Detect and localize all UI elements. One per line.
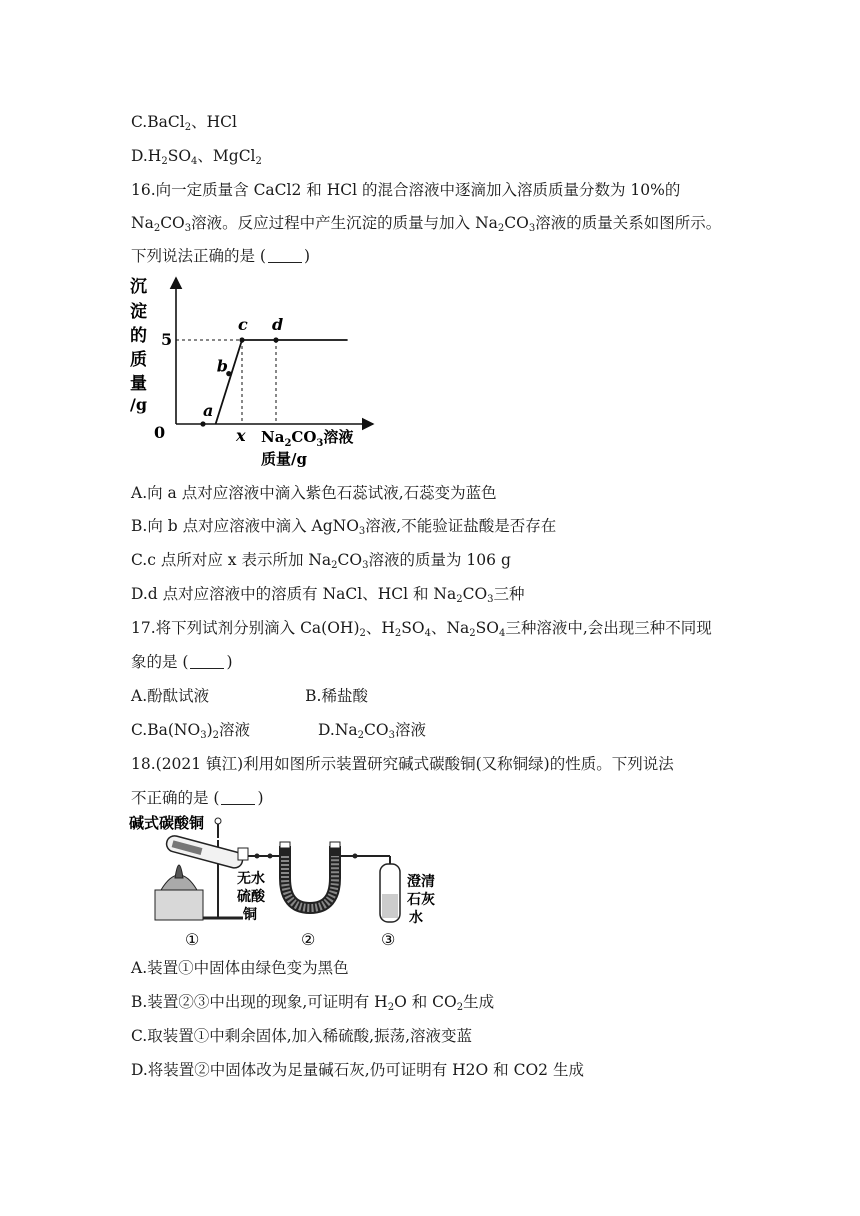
y-axis-label-char: 量 (130, 374, 147, 394)
svg-text:①: ① (185, 930, 200, 949)
q17-option-d: $D.Na_2CO_3$溶液 (318, 721, 426, 741)
svg-text:③: ③ (381, 930, 396, 949)
q17-stem-line2: 象的是 ( ) (131, 653, 233, 671)
y-axis-label-char: 沉 (130, 277, 147, 297)
q18-stem-line2: 不正确的是 ( ) (131, 789, 264, 807)
data-point-c (239, 337, 244, 342)
q18-option-c: C.取装置①中剩余固体,加入稀硫酸,振荡,溶液变蓝 (131, 1027, 473, 1045)
q17-option-c: $C.Ba(NO_3)_2$溶液 (131, 721, 251, 741)
q17-option-b: B.稀盐酸 (305, 687, 368, 705)
point-label-d: d (271, 315, 284, 334)
y-tick-5: 5 (161, 330, 173, 349)
data-point-d (273, 337, 278, 342)
q16-option-c: C.c 点所对应 x 表示所加 $Na_2CO_3$溶液的质量为 106 g (131, 551, 511, 571)
flame (175, 865, 183, 878)
svg-text:水: 水 (409, 910, 423, 926)
tube-stopper (238, 848, 248, 860)
y-axis-label-char: 质 (130, 350, 147, 370)
q15-option-c: C.BaCl$_2$、HCl (131, 113, 237, 133)
q16-stem-line1: 16.向一定质量含 CaCl2 和 HCl 的混合溶液中逐滴加入溶质质量分数为 10%的 (131, 181, 681, 199)
q16-option-b: B.向 b 点对应溶液中滴入 AgNO$_3$溶液,不能验证盐酸是否存在 (131, 517, 557, 537)
q17-stem-line1: 17.将下列试剂分别滴入 $Ca(OH)_2$、$H_2SO_4$、$Na_2SO_4$三种溶液中,会出现三种不同现 (131, 619, 712, 639)
q16-option-a: A.向 a 点对应溶液中滴入紫色石蕊试液,石蕊变为蓝色 (131, 484, 497, 502)
series-line (216, 340, 348, 424)
svg-text:澄清: 澄清 (407, 874, 435, 890)
answer-blank (221, 790, 255, 805)
data-point-a (200, 421, 205, 426)
x-axis-label-line2: 质量/g (261, 450, 307, 468)
q18-option-a: A.装置①中固体由绿色变为黑色 (131, 959, 349, 977)
q18-option-b: B.装置②③中出现的现象,可证明有 $H_2O$ 和 $CO_2$生成 (131, 993, 495, 1013)
y-axis-label-char: 淀 (130, 302, 147, 322)
x-tick-x: x (236, 426, 246, 445)
point-label-c: c (238, 315, 248, 334)
q18-option-d: D.将装置②中固体改为足量碱石灰,仍可证明有 H2O 和 CO2 生成 (131, 1061, 584, 1079)
q17-options-row1 (131, 686, 368, 706)
q16-stem-line3: 下列说法正确的是 ( ) (131, 247, 311, 265)
svg-text:石灰: 石灰 (407, 892, 435, 908)
y-axis-label-char: /g (130, 395, 148, 414)
heating-tube (165, 834, 244, 870)
q17-options-row2 (131, 720, 426, 740)
svg-text:铜: 铜 (243, 907, 257, 923)
svg-text:无水: 无水 (237, 871, 265, 887)
svg-text:②: ② (301, 930, 316, 949)
svg-text:硫酸: 硫酸 (237, 889, 265, 905)
q18-stem-line1: 18.(2021 镇江)利用如图所示装置研究碱式碳酸铜(又称铜绿)的性质。下列说法 (131, 755, 674, 773)
q15-option-d: $D.H_2SO_4$、MgCl$_2$ (131, 147, 262, 167)
point-label-a: a (203, 401, 214, 420)
q16-option-d: D.d 点对应溶液中的溶质有 NaCl、HCl 和 $Na_2CO_3$三种 (131, 585, 525, 605)
point-label-b: b (216, 356, 228, 376)
q16-stem-line2: $Na_2CO_3$溶液。反应过程中产生沉淀的质量与加入 $Na_2CO_3$溶液的质量关系如图所示。 (131, 214, 722, 234)
x-axis-label-line1: $Na_2CO_3$溶液 (261, 428, 354, 449)
lamp-base (155, 890, 203, 920)
figure-title: 碱式碳酸铜 (129, 814, 205, 832)
answer-blank (190, 654, 224, 669)
q18-apparatus-figure (125, 808, 455, 950)
y-axis-label-char: 的 (130, 326, 147, 346)
answer-blank (268, 248, 302, 263)
origin-label: 0 (154, 423, 166, 442)
q17-option-a: A.酚酞试液 (131, 687, 210, 705)
q16-chart (125, 272, 385, 477)
